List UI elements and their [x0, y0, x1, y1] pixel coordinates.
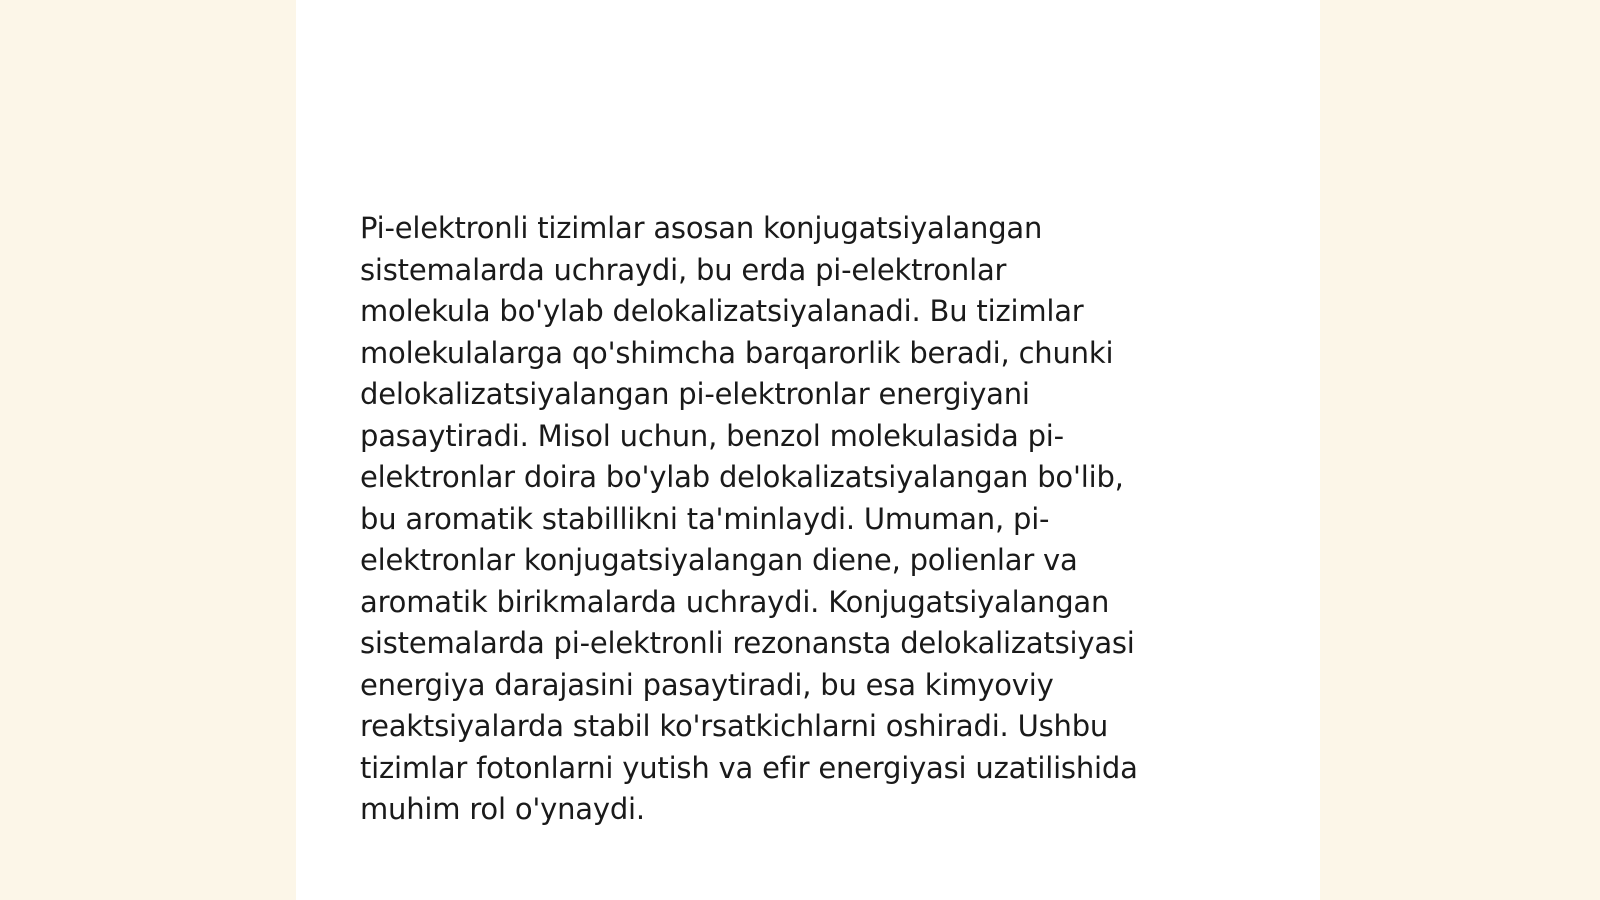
paragraph-line: bu aromatik stabillikni ta'minlaydi. Umuman, pi-: [360, 501, 1050, 536]
paragraph-line: muhim rol o'ynaydi.: [360, 792, 645, 826]
paragraph-line: delokalizatsiyalangan pi-elektronlar energiyani: [360, 377, 1030, 411]
body-paragraph: [360, 208, 1260, 831]
paragraph-line: sistemalarda uchraydi, bu erda pi-elektronlar: [360, 252, 1007, 287]
paragraph-line: molekula bo'ylab delokalizatsiyalanadi. Bu tizimlar: [360, 294, 1084, 328]
paragraph-line: elektronlar doira bo'ylab delokalizatsiyalangan bo'lib,: [360, 460, 1124, 494]
paragraph-line: sistemalarda pi-elektronli rezonansta delokalizatsiyasi: [360, 626, 1135, 660]
paragraph-line: molekulalarga qo'shimcha barqarorlik beradi, chunki: [360, 335, 1114, 370]
paragraph-line: tizimlar fotonlarni yutish va efir energiyasi uzatilishida: [360, 750, 1138, 785]
paragraph-line: reaktsiyalarda stabil ko'rsatkichlarni oshiradi. Ushbu: [360, 709, 1109, 743]
paragraph-line: pasaytiradi. Misol uchun, benzol molekulasida pi-: [360, 418, 1064, 453]
document-page: [296, 0, 1320, 900]
paragraph-line: energiya darajasini pasaytiradi, bu esa kimyoviy: [360, 667, 1054, 702]
paragraph-line: aromatik birikmalarda uchraydi. Konjugatsiyalangan: [360, 584, 1110, 619]
paragraph-line: elektronlar konjugatsiyalangan diene, polienlar va: [360, 543, 1078, 577]
paragraph-line: Pi-elektronli tizimlar asosan konjugatsiyalangan: [360, 211, 1043, 245]
